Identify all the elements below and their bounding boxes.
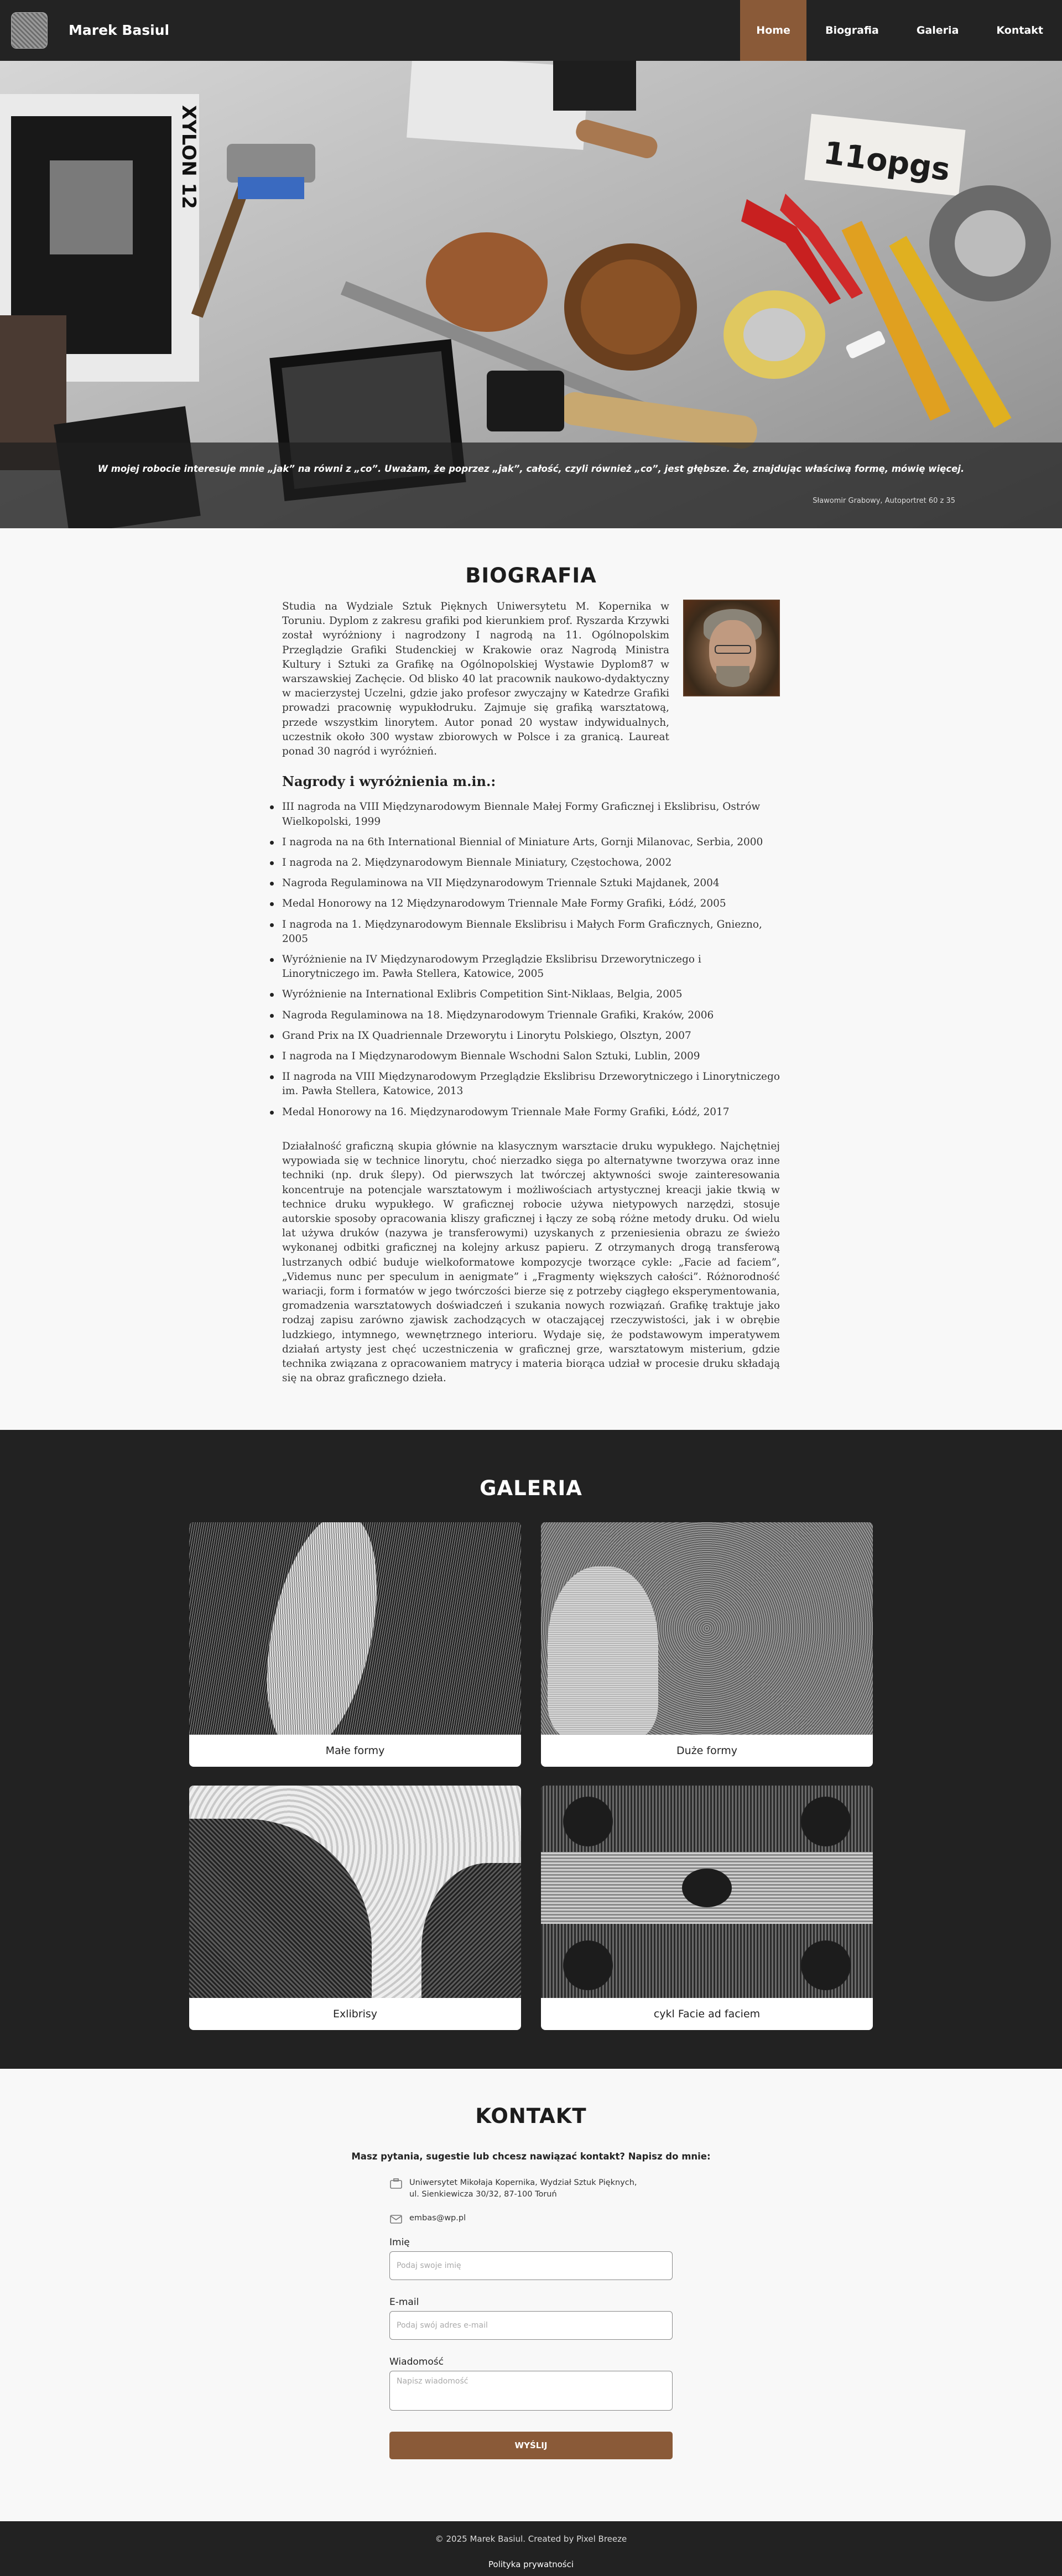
- hero-caption: [0, 443, 1062, 528]
- gallery-image[interactable]: [541, 1522, 873, 1735]
- address-line-2: ul. Sienkiewicza 30/32, 87-100 Toruń: [409, 2190, 557, 2199]
- gallery-card-label[interactable]: Duże formy: [676, 1745, 737, 1757]
- hero-quote: W mojej robocie interesuje mnie „jak” na równi z „co”. Uważam, że poprzez „jak”, całość, czyli również „co”, jest głębsze. Że, znajdując właściwą formę, mówię więcej.: [97, 464, 965, 474]
- gallery-image[interactable]: [541, 1786, 873, 1998]
- award-item: I nagroda na 2. Międzynarodowym Biennale Miniatury, Częstochowa, 2002: [282, 856, 780, 870]
- email-label: E-mail: [389, 2297, 419, 2308]
- gallery-card-duze-formy[interactable]: [541, 1522, 873, 1767]
- email-field-group: [389, 2297, 673, 2340]
- bio-outro-text: Działalność graficzną skupia głównie na klasycznym warsztacie druku wypukłego. Najchętniej wypowiada się w technice linorytu, choć nierzadko sięga po alternatywne tworzywa oraz inne techniki (np. druk ślepy). Od pierwszych lat twórczej aktywności swoje zainteresowania koncentruje na potencjale warsztatowym i możliwościach artystycznej kreacji jakie tkwią w technice druku wypukłego. W graficznej robocie używa nietypowych narzędzi, stosuje autorskie sposoby opracowania kliszy graficznej i łączy ze sobą różne metody druku. Od wielu lat używa druków (nazywa je transferowymi) uzyskanych z przeniesienia obrazu ze świeżo wykonanej odbitki graficznej na kolejny arkusz papieru. Z otrzymanych drogą transferową lustrzanych odbić buduje wielkoformatowe kompozycje tworzące cykle: „Facie ad faciem”, „Videmus nunc per speculum in aenigmate” i „Fragmenty większych całości”. Różnorodność wariacji, form i formatów w jego twórczości bierze się z potrzeby ciągłego eksperymentowania, gromadzenia warsztatowych doświadczeń i szukania nowych rozwiązań. Grafikę traktuje jako rodzaj zapisu zarówno zjawisk zachodzących w otaczającej rzeczywistości, jak i w obrębie ludzkiego, intymnego, wewnętrznego interioru. Wydaje się, że podstawowym imperatywem działań artysty jest chęć uczestniczenia w graficznej grze, warsztatowym misterium, gdzie technika związana z opracowaniem matrycy i materia biorąca udział w procesie druku składają się na obraz graficznego dzieła.: [282, 1140, 780, 1385]
- award-item: Wyróżnienie na International Exlibris Competition Sint-Niklaas, Belgia, 2005: [282, 987, 780, 1002]
- galeria-title: GALERIA: [480, 1476, 582, 1501]
- top-navbar: [0, 0, 1062, 61]
- awards-list: [282, 800, 780, 1119]
- hero-quote-author: Sławomir Grabowy, Autoportret 60 z 35: [813, 497, 955, 505]
- hero-banner: [0, 61, 1062, 528]
- gallery-card-label[interactable]: cykl Facie ad faciem: [653, 2008, 761, 2021]
- award-item: Nagroda Regulaminowa na VII Międzynarodowym Triennale Sztuki Majdanek, 2004: [282, 876, 780, 891]
- gallery-grid: [189, 1522, 873, 2030]
- nav-galeria-link[interactable]: Galeria: [916, 24, 959, 37]
- contact-email: [389, 2213, 673, 2225]
- message-field-group: [389, 2356, 673, 2413]
- award-item: Medal Honorowy na 16. Międzynarodowym Triennale Małe Formy Grafiki, Łódź, 2017: [282, 1105, 780, 1120]
- award-item: III nagroda na VIII Międzynarodowym Biennale Małej Formy Graficznej i Ekslibrisu, Ostrów Wielkopolski, 1999: [282, 800, 780, 829]
- footer-copyright: © 2025 Marek Basiul. Created by Pixel Breeze: [435, 2534, 627, 2544]
- privacy-policy-link[interactable]: Polityka prywatności: [488, 2559, 574, 2570]
- gallery-card-facie-ad-faciem[interactable]: [541, 1786, 873, 2030]
- biografia-section: [0, 528, 1062, 1430]
- contact-form: [389, 2237, 673, 2459]
- building-icon: [389, 2178, 403, 2189]
- name-label: Imię: [389, 2237, 410, 2249]
- award-item: I nagroda na I Międzynarodowym Biennale Wschodni Salon Sztuki, Lublin, 2009: [282, 1049, 780, 1064]
- site-brand[interactable]: Marek Basiul: [69, 22, 170, 38]
- name-input[interactable]: [389, 2251, 673, 2280]
- bio-intro: [282, 600, 780, 759]
- hero-sign-label: 11opgs: [821, 134, 952, 189]
- biografia-title: BIOGRAFIA: [465, 564, 597, 587]
- gallery-card-label[interactable]: Exlibrisy: [332, 2008, 378, 2021]
- galeria-section: [0, 1430, 1062, 2069]
- gallery-card-label[interactable]: Małe formy: [325, 1745, 385, 1757]
- kontakt-lead: Masz pytania, sugestie lub chcesz nawiązać kontakt? Napisz do mnie:: [351, 2151, 711, 2162]
- awards-heading: Nagrody i wyróżnienia m.in.:: [282, 773, 496, 790]
- award-item: II nagroda na VIII Międzynarodowym Przeglądzie Ekslibrisu Drzeworytniczego i Linorytniczego im. Pawła Stellera, Katowice, 2013: [282, 1070, 780, 1099]
- name-field-group: [389, 2237, 673, 2280]
- award-item: Grand Prix na IX Quadriennale Drzeworytu i Linorytu Polskiego, Olsztyn, 2007: [282, 1029, 780, 1043]
- contact-info: [389, 2177, 673, 2225]
- contact-address: [389, 2177, 673, 2200]
- gallery-card-male-formy[interactable]: [189, 1522, 521, 1767]
- award-item: Nagroda Regulaminowa na 18. Międzynarodowym Triennale Grafiki, Kraków, 2006: [282, 1008, 780, 1023]
- email-input[interactable]: [389, 2311, 673, 2340]
- address-line-1: Uniwersytet Mikołaja Kopernika, Wydział Sztuk Pięknych,: [409, 2178, 637, 2188]
- nav-home-link[interactable]: Home: [740, 0, 806, 61]
- gallery-image[interactable]: [189, 1786, 521, 1998]
- nav-biografia-link[interactable]: Biografia: [825, 24, 879, 37]
- award-item: I nagroda na 1. Międzynarodowym Biennale Ekslibrisu i Małych Form Graficznych, Gniezno, 2005: [282, 918, 780, 946]
- hero-book-label: XYLON 12: [178, 105, 200, 209]
- kontakt-section: [0, 2069, 1062, 2521]
- site-logo[interactable]: [11, 12, 48, 49]
- submit-button[interactable]: WYŚLIJ: [389, 2432, 673, 2459]
- kontakt-form-wrapper: [389, 2177, 673, 2459]
- artist-portrait: [683, 600, 780, 696]
- gallery-image[interactable]: [189, 1522, 521, 1735]
- kontakt-title: KONTAKT: [475, 2104, 587, 2129]
- message-textarea[interactable]: [389, 2371, 673, 2411]
- contact-email-link[interactable]: embas@wp.pl: [409, 2214, 466, 2223]
- award-item: Wyróżnienie na IV Międzynarodowym Przeglądzie Ekslibrisu Drzeworytniczego i Linorytniczego im. Pawła Stellera, Katowice, 2005: [282, 953, 780, 981]
- biografia-content: [282, 600, 780, 1386]
- site-footer: [0, 2521, 1062, 2576]
- award-item: I nagroda na na 6th International Biennial of Miniature Arts, Gornji Milanovac, Serbia, 2000: [282, 835, 780, 850]
- gallery-card-exlibrisy[interactable]: [189, 1786, 521, 2030]
- bio-intro-text: Studia na Wydziale Sztuk Pięknych Uniwersytetu M. Kopernika w Toruniu. Dyplom z zakresu grafiki pod kierunkiem prof. Ryszarda Krzywki został wyróżniony i nagrodzony I nagrodą na 11. Ogólnopolskim Przeglądzie Grafiki Studenckiej w Krakowie oraz Nagrodą Ministra Kultury i Sztuki za Grafikę na Ogólnopolskiej Wystawie Dyplom87 w warszawskiej Zachęcie. Od blisko 40 lat pracownik naukowo-dydaktyczny w macierzystej Uczelni, gdzie jako profesor zwyczajny w Katedrze Grafiki prowadzi pracownię wypukłodruku. Zajmuje się grafiką warsztatową, przede wszystkim linorytem. Autor ponad 20 wystaw indywidualnych, uczestnik około 300 wystaw zbiorowych w Polsce i za granicą. Laureat ponad 30 nagród i wyróżnień.: [282, 601, 669, 758]
- message-label: Wiadomość: [389, 2356, 444, 2368]
- nav-kontakt-link[interactable]: Kontakt: [996, 24, 1043, 37]
- award-item: Medal Honorowy na 12 Międzynarodowym Triennale Małe Formy Grafiki, Łódź, 2005: [282, 897, 780, 911]
- main-menu: [740, 0, 1062, 61]
- mail-icon: [389, 2214, 403, 2225]
